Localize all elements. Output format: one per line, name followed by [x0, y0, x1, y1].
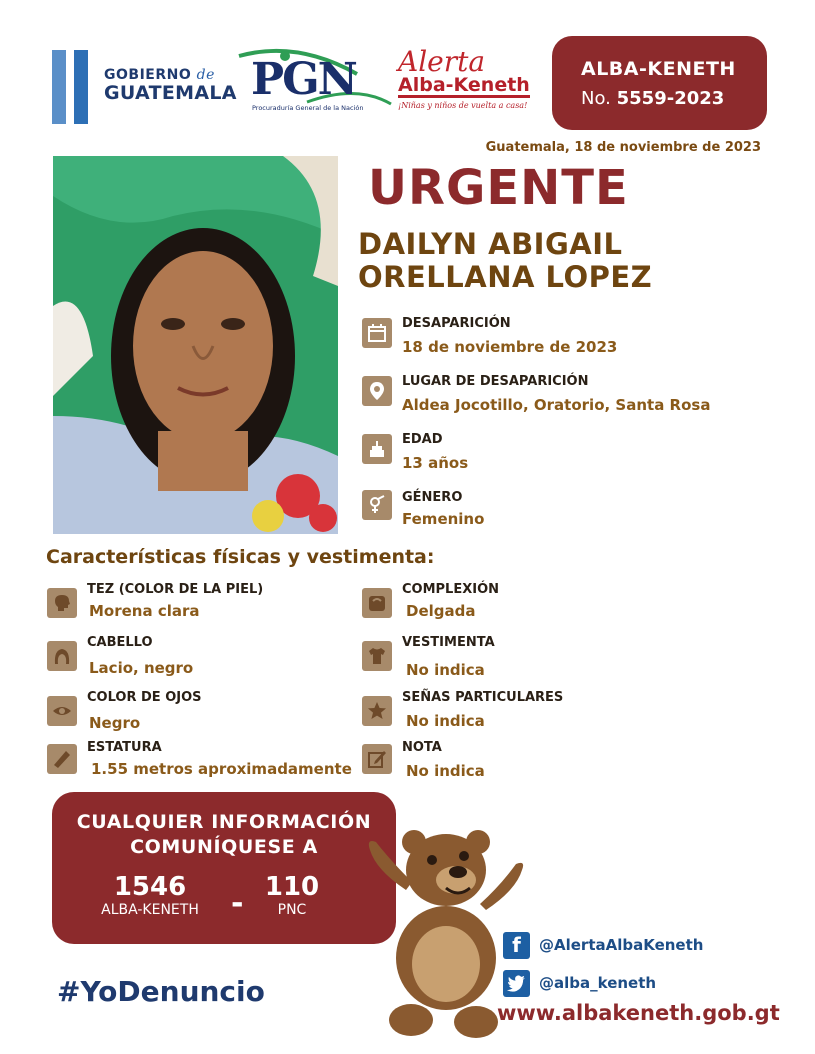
alerta-alba-keneth-logo: [398, 45, 532, 110]
phone-label: PNC: [277, 902, 307, 918]
phone-label: ALBA-KENETH: [101, 902, 199, 918]
missing-person-name: [358, 228, 652, 295]
info-value: 18 de noviembre de 2023: [402, 338, 618, 356]
phone-number: 110: [264, 872, 320, 902]
name-line1: DAILYN ABIGAIL: [358, 227, 623, 261]
gender-icon: [362, 490, 392, 520]
pgn-logo: PGN: [251, 54, 356, 105]
facebook-handle: @AlertaAlbaKeneth: [539, 936, 704, 954]
name-line2: ORELLANA LOPEZ: [358, 260, 653, 295]
case-number: 5559-2023: [616, 88, 725, 109]
eye-icon: [47, 696, 77, 726]
char-label: TEZ (COLOR DE LA PIEL): [87, 582, 264, 597]
gobierno-logo-text: [104, 68, 237, 103]
shirt-icon: [362, 641, 392, 671]
contact-title-line1: CUALQUIER INFORMACIÓN: [76, 811, 372, 833]
char-value: Negro: [89, 714, 141, 732]
facebook-icon: f: [503, 932, 530, 959]
bulletin-date: Guatemala, 18 de noviembre de 2023: [485, 140, 761, 155]
gov-line2: GUATEMALA: [104, 82, 237, 104]
char-value: Delgada: [406, 602, 476, 620]
char-label: SEÑAS PARTICULARES: [402, 690, 564, 705]
char-value: No indica: [406, 661, 485, 679]
case-title: ALBA-KENETH: [581, 58, 736, 80]
star-icon: [362, 696, 392, 726]
char-value: No indica: [406, 712, 485, 730]
case-no-prefix: No.: [581, 88, 611, 109]
characteristics-title: Características físicas y vestimenta:: [46, 546, 435, 568]
char-value: Lacio, negro: [89, 659, 194, 677]
info-value: Femenino: [402, 510, 485, 528]
info-value: 13 años: [402, 454, 469, 472]
gov-line1: GOBIERNO: [104, 67, 192, 83]
website-link[interactable]: www.albakeneth.gob.gt: [497, 1001, 780, 1025]
hashtag: #YoDenuncio: [57, 975, 265, 1008]
char-label: NOTA: [402, 740, 442, 755]
char-value: Morena clara: [89, 602, 200, 620]
char-label: COMPLEXIÓN: [402, 582, 500, 597]
gobierno-logo-bars: [52, 50, 96, 124]
char-label: VESTIMENTA: [402, 635, 495, 650]
scale-icon: [362, 588, 392, 618]
char-label: COLOR DE OJOS: [87, 690, 202, 705]
info-label: DESAPARICIÓN: [402, 316, 511, 331]
contact-title: [52, 810, 396, 859]
location-pin-icon: [362, 376, 392, 406]
phone-separator: -: [231, 886, 244, 921]
contact-box: [52, 792, 396, 944]
gov-line1-de: de: [196, 67, 215, 83]
alba-keneth-phone[interactable]: [80, 874, 220, 918]
char-label: ESTATURA: [87, 740, 162, 755]
urgency-heading: URGENTE: [368, 160, 629, 216]
head-profile-icon: [47, 588, 77, 618]
info-label: EDAD: [402, 432, 443, 447]
char-label: CABELLO: [87, 635, 153, 650]
case-number-badge: [552, 36, 767, 130]
pnc-phone[interactable]: [242, 874, 342, 918]
twitter-handle: @alba_keneth: [539, 974, 657, 992]
char-value: No indica: [406, 762, 485, 780]
cake-icon: [362, 434, 392, 464]
missing-person-photo: [53, 156, 338, 534]
calendar-icon: [362, 318, 392, 348]
hair-icon: [47, 641, 77, 671]
contact-title-line2: COMUNÍQUESE A: [130, 835, 318, 858]
twitter-icon: [503, 970, 530, 997]
info-label: LUGAR DE DESAPARICIÓN: [402, 374, 589, 389]
pgn-subtitle: Procuraduría General de la Nación: [252, 104, 364, 112]
info-value: Aldea Jocotillo, Oratorio, Santa Rosa: [402, 396, 711, 414]
ruler-icon: [47, 744, 77, 774]
note-icon: [362, 744, 392, 774]
alerta-tagline: ¡Niñas y niños de vuelta a casa!: [398, 101, 528, 110]
alba-keneth-word: Alba-Keneth: [398, 74, 530, 96]
char-value: 1.55 metros aproximadamente: [91, 760, 352, 778]
phone-number: 1546: [113, 872, 187, 902]
info-label: GÉNERO: [402, 490, 463, 505]
alerta-word: Alerta: [398, 45, 486, 78]
